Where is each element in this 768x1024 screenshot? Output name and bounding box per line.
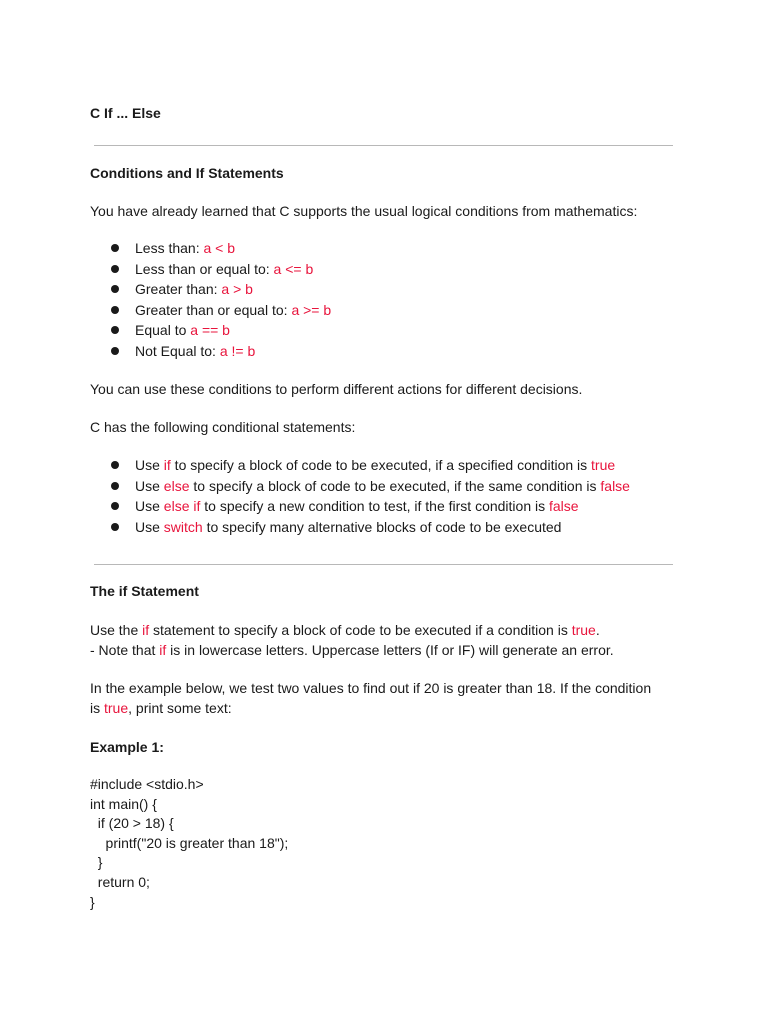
bullet-icon bbox=[111, 306, 119, 314]
divider bbox=[94, 564, 673, 565]
paragraph-example-intro-cont: is true, print some text: bbox=[90, 700, 232, 716]
condition-code: a != b bbox=[219, 342, 256, 359]
conditions-list bbox=[90, 238, 331, 362]
list-item bbox=[90, 259, 331, 280]
condition-label: Less than: bbox=[135, 240, 204, 256]
condition-code: a == b bbox=[190, 322, 230, 339]
keyword: true bbox=[104, 700, 129, 716]
paragraph-note: - Note that if is in lowercase letters. Uppercase letters (If or IF) will generate an error. bbox=[90, 642, 614, 658]
paragraph-if-usage: Use the if statement to specify a block of code to be executed if a condition is true. bbox=[90, 622, 600, 638]
bullet-icon bbox=[111, 326, 119, 334]
list-item bbox=[90, 300, 331, 321]
list-item bbox=[90, 279, 331, 300]
list-item: Use else to specify a block of code to be executed, if the same condition is false bbox=[90, 476, 630, 497]
keyword: false bbox=[549, 498, 579, 515]
keyword: if bbox=[159, 642, 167, 658]
bullet-icon bbox=[111, 461, 119, 469]
keyword: false bbox=[600, 477, 630, 494]
paragraph-after-conditions: You can use these conditions to perform different actions for different decisions. bbox=[90, 381, 583, 397]
page-title: C If ... Else bbox=[90, 105, 161, 121]
bullet-icon bbox=[111, 502, 119, 510]
list-item: Use if to specify a block of code to be executed, if a specified condition is true bbox=[90, 455, 630, 476]
bullet-icon bbox=[111, 244, 119, 252]
condition-label: Greater than: bbox=[135, 281, 222, 298]
bullet-icon bbox=[111, 265, 119, 273]
keyword: if bbox=[142, 622, 150, 638]
condition-code: a < b bbox=[203, 240, 236, 256]
condition-label: Less than or equal to: bbox=[135, 260, 274, 277]
keyword: if bbox=[163, 457, 171, 473]
paragraph-statements-intro: C has the following conditional statements: bbox=[90, 419, 356, 435]
condition-label: Not Equal to: bbox=[135, 342, 220, 359]
condition-code: a <= b bbox=[273, 260, 314, 277]
section-heading-conditions: Conditions and If Statements bbox=[90, 165, 284, 181]
code-example: #include <stdio.h> int main() { if (20 > 18) { printf("20 is greater than 18"); } return 0; } bbox=[90, 776, 289, 910]
condition-label: Greater than or equal to: bbox=[135, 301, 292, 318]
example-label: Example 1: bbox=[90, 739, 164, 755]
list-item bbox=[90, 238, 331, 259]
keyword: switch bbox=[163, 518, 203, 535]
list-item: Use else if to specify a new condition to test, if the first condition is false bbox=[90, 496, 630, 517]
statements-list bbox=[90, 455, 630, 537]
bullet-icon bbox=[111, 347, 119, 355]
divider bbox=[94, 145, 673, 146]
keyword: else if bbox=[163, 498, 201, 515]
keyword: else bbox=[163, 477, 190, 494]
list-item bbox=[90, 320, 331, 341]
paragraph-example-intro: In the example below, we test two values to find out if 20 is greater than 18. If the condition bbox=[90, 680, 652, 696]
keyword: true bbox=[571, 622, 596, 638]
bullet-icon bbox=[111, 482, 119, 490]
list-item: Use switch to specify many alternative blocks of code to be executed bbox=[90, 517, 630, 538]
condition-label: Equal to bbox=[135, 322, 191, 339]
list-item bbox=[90, 341, 331, 362]
bullet-icon bbox=[111, 523, 119, 531]
condition-code: a > b bbox=[221, 281, 253, 298]
bullet-icon bbox=[111, 285, 119, 293]
section-heading-if: The if Statement bbox=[90, 583, 199, 599]
condition-code: a >= b bbox=[291, 301, 332, 318]
paragraph-intro: You have already learned that C supports the usual logical conditions from mathematics: bbox=[90, 203, 638, 219]
keyword: true bbox=[591, 457, 616, 473]
